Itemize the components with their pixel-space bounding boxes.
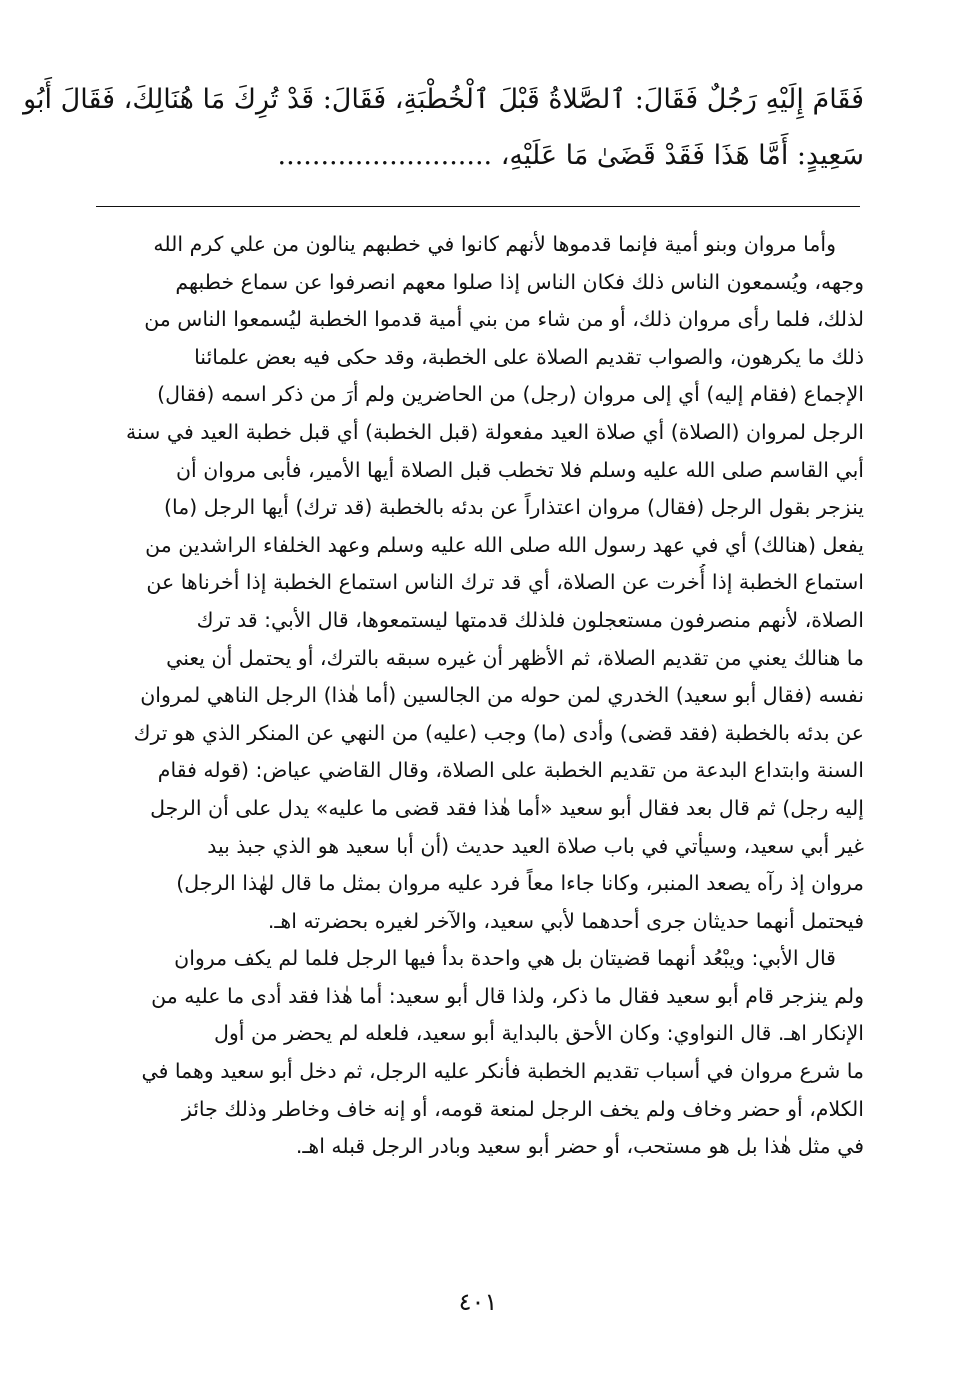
- commentary-line: لذلك، فلما رأى مروان ذلك، أو من شاء من بني أمية قدموا الخطبة ليُسمعوا الناس من: [144, 307, 864, 332]
- commentary-line: قال الأبي: ويبْعُد أنهما قضيتان بل هي واحدة بدأ فيها الرجل فلما لم يكف مروان: [174, 946, 836, 971]
- commentary-line: الإنكار اهـ. قال النواوي: وكان الأحق بالبداية أبو سعيد، فلعله لم يحضر من أول: [213, 1021, 864, 1046]
- commentary-text: [92, 226, 864, 1166]
- commentary-line: السنة وابتداع البدعة من تقديم الخطبة على الصلاة، وقال القاضي عياض: (قوله فقام: [157, 758, 864, 783]
- hadith-line: فَقَامَ إِلَيْهِ رَجُلٌ فَقَالَ: ٱلصَّلاةُ قَبْلَ ٱلْخُطْبَةِ، فَقَالَ: قَدْ تُرِكَ مَا هُنَالِكَ، فَقَالَ أَبُو: [23, 84, 864, 115]
- commentary-line: الصلاة، لأنهم منصرفون مستعجلون فلذلك قدمتها ليستمعوها، قال الأبي: قد ترك: [196, 607, 864, 632]
- commentary-line: الإجماع (فقام إليه) أي إلى مروان (رجل) من الحاضرين ولم أرَ من ذكر اسمه (فقال): [157, 382, 864, 407]
- commentary-line: نفسه (فقال أبو سعيد) الخدري لمن حوله من الجالسين (أما هٰذا) الرجل الناهي لمروان: [140, 683, 864, 708]
- commentary-line: غير أبي سعيد، وسيأتي في باب صلاة العيد حديث (أن أبا سعيد هو الذي جبذ بيد: [207, 833, 864, 858]
- commentary-line: إليه رجل) ثم قال بعد فقال أبو سعيد «أما هٰذا فقد قضى ما عليه» يدل على أن الرجل: [150, 795, 864, 820]
- commentary-line: ما هنالك يعني من تقديم الصلاة، ثم الأظهر أن غيره سبقه بالترك، أو يحتمل أن يعني: [166, 645, 864, 670]
- commentary-line: يفعل (هنالك) أي في عهد رسول الله صلى الله عليه وسلم وعهد الخلفاء الراشدين من: [145, 532, 864, 557]
- commentary-line: الرجل لمروان (الصلاة) أي صلاة العيد مفعولة (قبل الخطبة) أي قبل خطبة العيد في سنة: [126, 419, 864, 444]
- commentary-line: فيحتمل أنهما حديثان جرى أحدهما لأبي سعيد، والآخر لغيره بحضرته اهـ.: [267, 908, 864, 933]
- commentary-line: ولم ينزجر قام أبو سعيد فقال ما ذكر، ولذا قال أبو سعيد: أما هٰذا فقد أدى ما عليه من: [151, 983, 864, 1008]
- section-divider: [96, 206, 860, 207]
- page-number: ٤٠١: [458, 1288, 498, 1316]
- hadith-text: [23, 72, 864, 184]
- commentary-line: أبي القاسم صلى الله عليه وسلم فلا تخطب قبل الصلاة أيها الأمير، فأبى مروان أن: [175, 457, 864, 482]
- commentary-line: وجهه، ويُسمعون الناس ذلك فكان الناس إذا صلوا معهم انصرفوا عن سماع خطبهم: [175, 269, 864, 294]
- commentary-line: في مثل هٰذا بل هو مستحب، أو حضر أبو سعيد وبادر الرجل قبله اهـ.: [295, 1134, 864, 1159]
- commentary-line: وأما مروان وبنو أمية فإنما قدموها لأنهم كانوا في خطبهم ينالون من علي كرم الله: [153, 232, 836, 256]
- commentary-line: عن بدئه بالخطبة (فقد قضى) وأدى (ما) وجب (عليه) من النهي عن المنكر الذي هو ترك: [133, 720, 864, 745]
- hadith-line: سَعِيدٍ: أَمَّا هَذَا فَقَدْ قَضَىٰ مَا عَلَيْهِ، .........................: [277, 140, 864, 171]
- commentary-line: استماع الخطبة إذا أُخرت عن الصلاة، أي قد ترك الناس استماع الخطبة إذا أخرناها عن: [146, 570, 864, 595]
- commentary-line: مروان إذ رآه يصعد المنبر، وكانا جاءا معاً فرد عليه مروان بمثل ما قال لهٰذا الرجل): [176, 871, 864, 896]
- commentary-line: ذلك ما يكرهون، والصواب تقديم الصلاة على الخطبة، وقد حكى فيه بعض علمائنا: [194, 344, 864, 369]
- commentary-line: الكلام، أو حضر وخاف ولم يخف الرجل لمنعة قومه، أو إنه خاف وخاطر وذلك جائز: [181, 1096, 864, 1121]
- commentary-line: ينزجر بقول الرجل (فقال) مروان اعتذاراً عن بدئه بالخطبة (قد ترك) أيها الرجل (ما): [164, 495, 864, 520]
- commentary-line: ما شرع مروان في أسباب تقديم الخطبة فأنكر عليه الرجل، ثم دخل أبو سعيد وهما في: [141, 1059, 864, 1084]
